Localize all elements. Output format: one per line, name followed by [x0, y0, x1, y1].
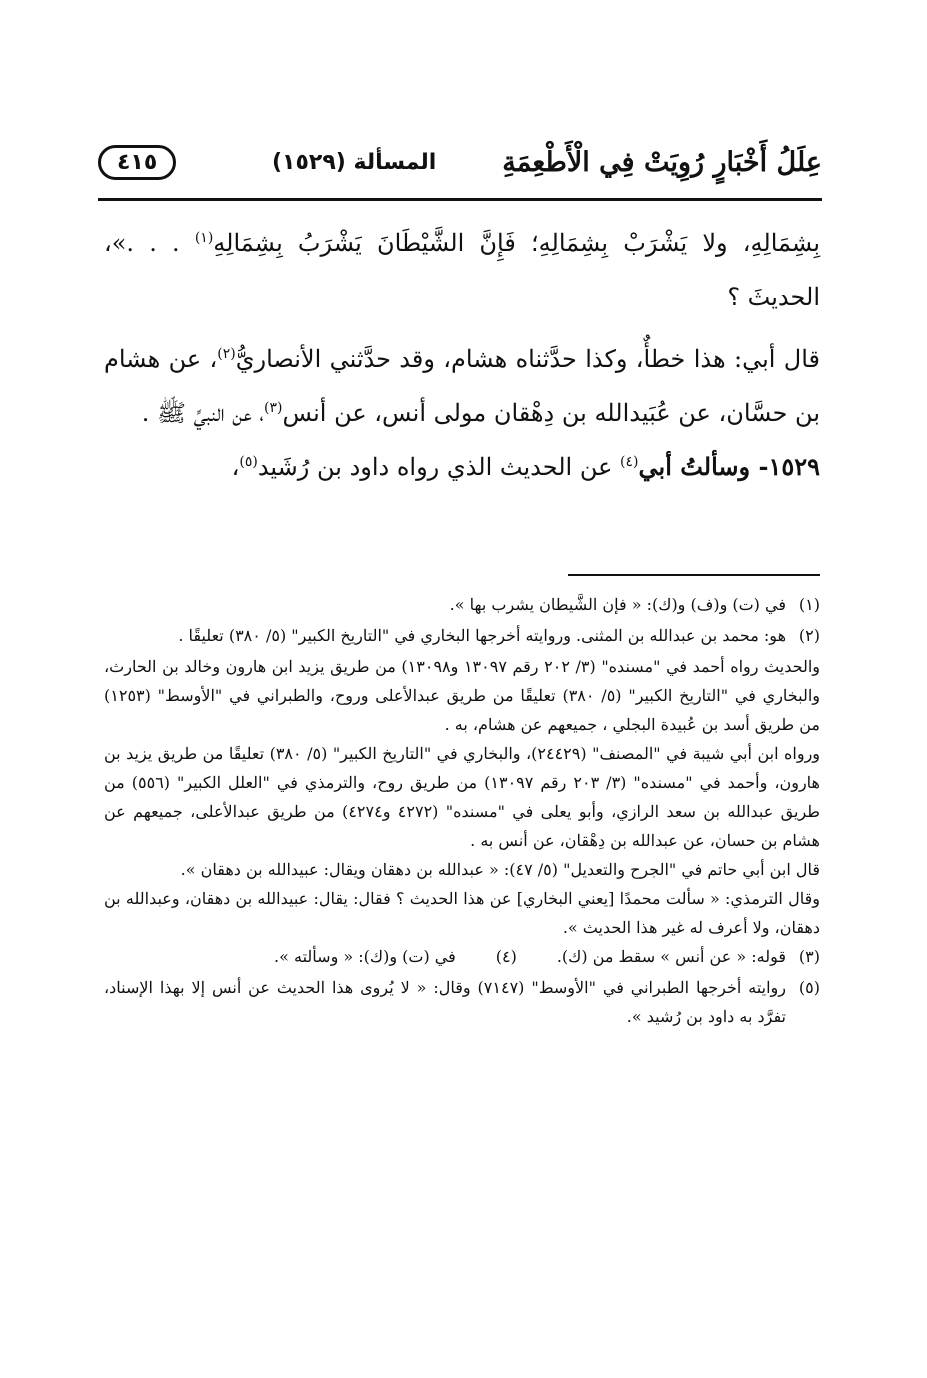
footnote-1	[104, 590, 820, 619]
book-title: عِلَلُ أَخْبَارٍ رُوِيَتْ فِي الْأَطْعِمَةِ	[502, 146, 822, 178]
main-text	[104, 216, 820, 494]
text-segment: ، عن النبيِّ ﷺ .	[141, 399, 265, 427]
footnote-ref: (١)	[194, 230, 214, 246]
footnote-2-paragraph: والحديث رواه أحمد في "مسنده" (٣/ ٢٠٢ رقم ١٣٠٩٧ و١٣٠٩٨) من طريق يزيد ابن هارون وخالد بن الحارث، والبخاري في "التاريخ الكبير" (٥/ ٣٨٠) تعليقًا من طريق عبدالأعلى وروح، والطبراني في "الأوسط" (١٢٥٣) من طريق أسد بن عُبيدة البجلي ، جميعهم عن هشام، به .	[104, 657, 821, 734]
footnote-2-paragraph: وقال الترمذي: « سألت محمدًا [يعني البخاري] عن هذا الحديث ؟ فقال: يقال: عبيدالله بن دهقان، وعبدالله بن دهقان، ولا أعرف له غير هذا الحديث ».	[104, 889, 820, 937]
text-segment: قال أبي: هذا خطأٌ، وكذا حدَّثناه هشام، وقد حدَّثني الأنصاريُّ	[235, 345, 820, 373]
text-segment: ، عن هشام بن حسَّان، عن عُبَيدالله بن دِهْقان مولى أنس، عن أنس	[104, 345, 820, 427]
paragraph-3	[104, 440, 820, 494]
text-segment: بِشِمَالِهِ، ولا يَشْرَبْ بِشِمَالِهِ؛ فَإِنَّ الشَّيْطَانَ يَشْرَبُ بِشِمَالِهِ	[213, 229, 821, 257]
header-rule	[98, 198, 822, 201]
footnote-text: في (ت) و(ك): « وسألته ».	[274, 947, 456, 966]
footnote-2-paragraph: قال ابن أبي حاتم في "الجرح والتعديل" (٥/ ٤٧): « عبدالله بن دهقان ويقال: عبيدالله بن دهقان ».	[180, 860, 820, 879]
footnote-5	[104, 973, 820, 1031]
footnote-text: قوله: « عن أنس » سقط من (ك).	[556, 947, 786, 966]
footnote-text: روايته أخرجها الطبراني في "الأوسط" (٧١٤٧) وقال: « لا يُروى هذا الحديث عن أنس إلا بهذا الإسناد، تفرَّد به داود بن رُشيد ».	[104, 978, 787, 1026]
footnotes	[104, 590, 820, 1033]
footnote-3-4-row	[104, 942, 820, 971]
footnote-ref: (٢)	[217, 346, 236, 362]
paragraph-1	[104, 216, 820, 324]
footnote-2-paragraph: ورواه ابن أبي شيبة في "المصنف" (٢٤٤٢٩)، والبخاري في "التاريخ الكبير" (٥/ ٣٨٠) تعليقًا من طريق يزيد بن هارون، وأحمد في "مسنده" (٣/ ٢٠٣ رقم ١٣٠٩٧) من طريق روح، والترمذي في "العلل الكبير" (٥٥٦) من طريق عبدالله بن سعد الرازي، وأبو يعلى في "مسنده" (٤٢٧٢ و٤٢٧٤) من طريق عبدالأعلى، جميعهم عن هشام بن حسان، عن عبدالله بن دِهْقان، عن أنس به .	[104, 744, 821, 850]
footnote-number: (٤)	[495, 947, 517, 966]
text-segment: عن الحديث الذي رواه داود بن رُشَيد	[257, 453, 621, 481]
footnote-number: (٢)	[798, 626, 820, 645]
footnote-ref: (٣)	[264, 400, 283, 416]
footnote-2	[104, 621, 820, 650]
text-segment: ،	[231, 453, 240, 481]
running-header	[98, 136, 822, 188]
footnote-ref: (٥)	[239, 454, 258, 470]
footnote-number: (٥)	[798, 978, 820, 997]
issue-number: المسألة (١٥٢٩)	[271, 149, 437, 175]
footnote-ref: (٤)	[620, 454, 639, 470]
page-number: ٤١٥	[98, 145, 176, 180]
text-segment: . . .»، الحديثَ ؟	[104, 229, 820, 311]
footnote-separator	[568, 574, 820, 576]
paragraph-2	[104, 332, 820, 440]
footnote-text: هو: محمد بن عبدالله بن المثنى. وروايته أخرجها البخاري في "التاريخ الكبير" (٥/ ٣٨٠) تعليقًا .	[178, 626, 786, 645]
issue-lead: ١٥٢٩- وسألتُ أبي	[638, 452, 820, 481]
footnote-number: (٣)	[798, 947, 820, 966]
footnote-text: في (ت) و(ف) و(ك): « فإن الشَّيطان يشرب بها ».	[449, 595, 786, 614]
footnote-number: (١)	[798, 595, 820, 614]
